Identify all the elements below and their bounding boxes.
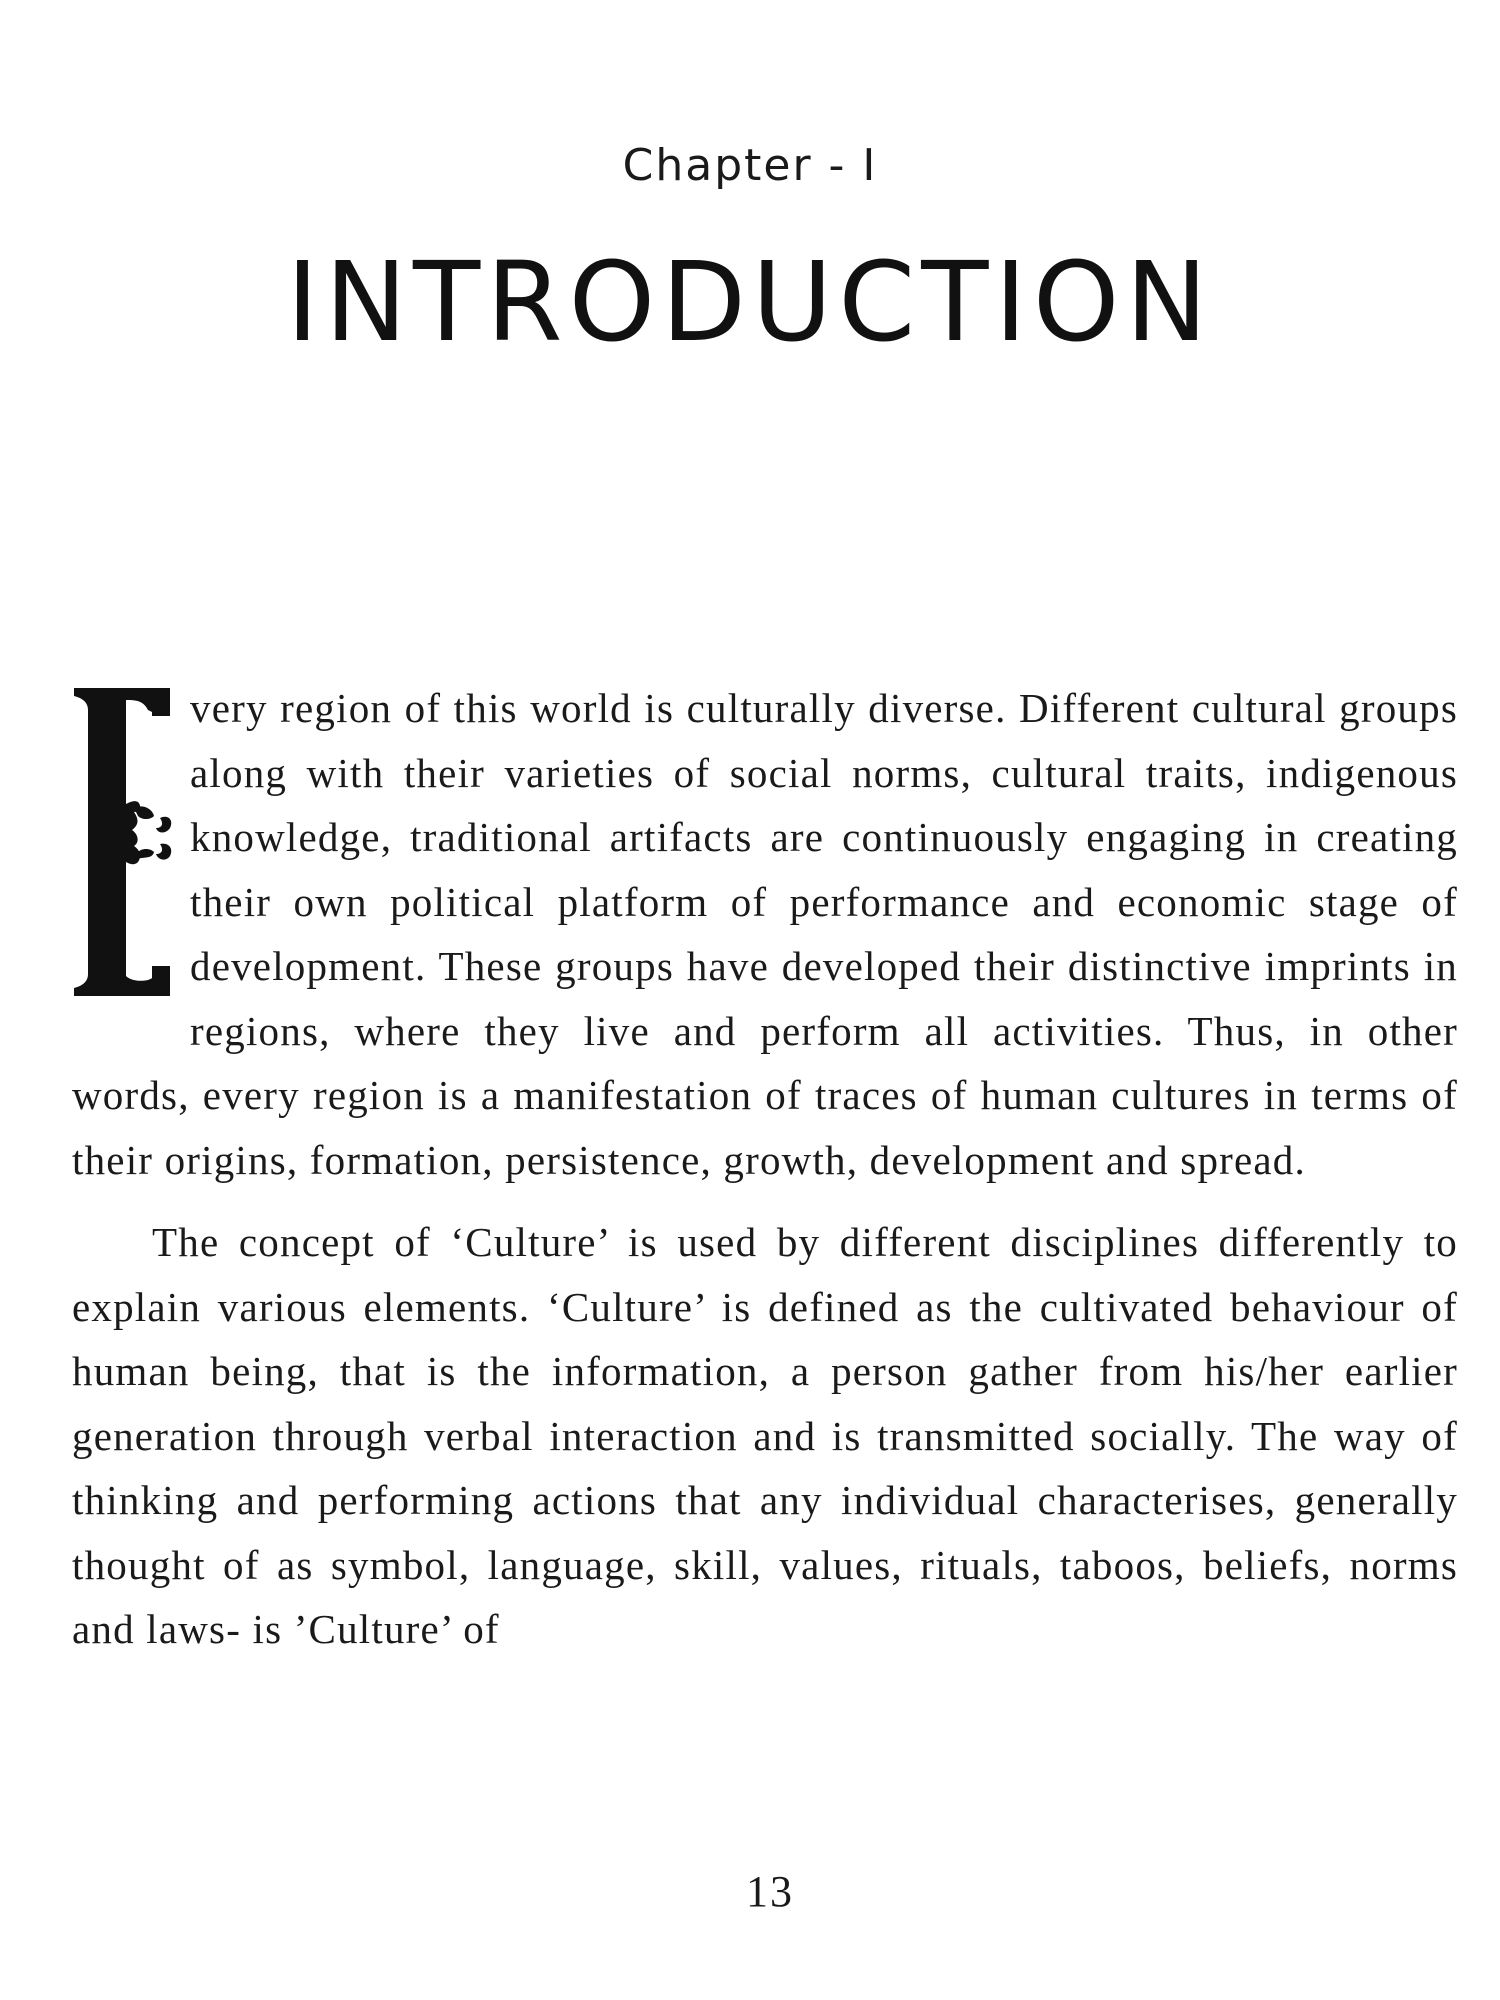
chapter-title: INTRODUCTION — [286, 238, 1214, 366]
chapter-label: Chapter - I — [622, 140, 878, 191]
body-text — [72, 676, 1458, 1662]
paragraph-1 — [72, 676, 1458, 1192]
paragraph-1-text: very region of this world is culturally diverse. Different cultural groups along with their varieties of social norms, cultural traits, indigenous knowledge, traditional artifacts are continuously engaging in creating their own political platform of performance and economic stage of development. These groups have developed their distinctive imprints in regions, where they live and perform all activities. Thus, in other words, every region is a manifestation of traces of human cultures in terms of their origins, formation, persistence, growth, development and spread. — [72, 685, 1458, 1183]
paragraph-2: The concept of ‘Culture’ is used by different disciplines differently to explain various elements. ‘Culture’ is defined as the cultivated behaviour of human being, that is the information, a person gather from his/her earlier generation through verbal interaction and is transmitted socially. The way of thinking and performing actions that any individual characterises, generally thought of as symbol, language, skill, values, rituals, taboos, beliefs, norms and laws- is ’Culture’ of — [72, 1219, 1458, 1652]
drop-cap-e-icon — [68, 684, 176, 1000]
page-number: 13 — [746, 1867, 794, 1916]
